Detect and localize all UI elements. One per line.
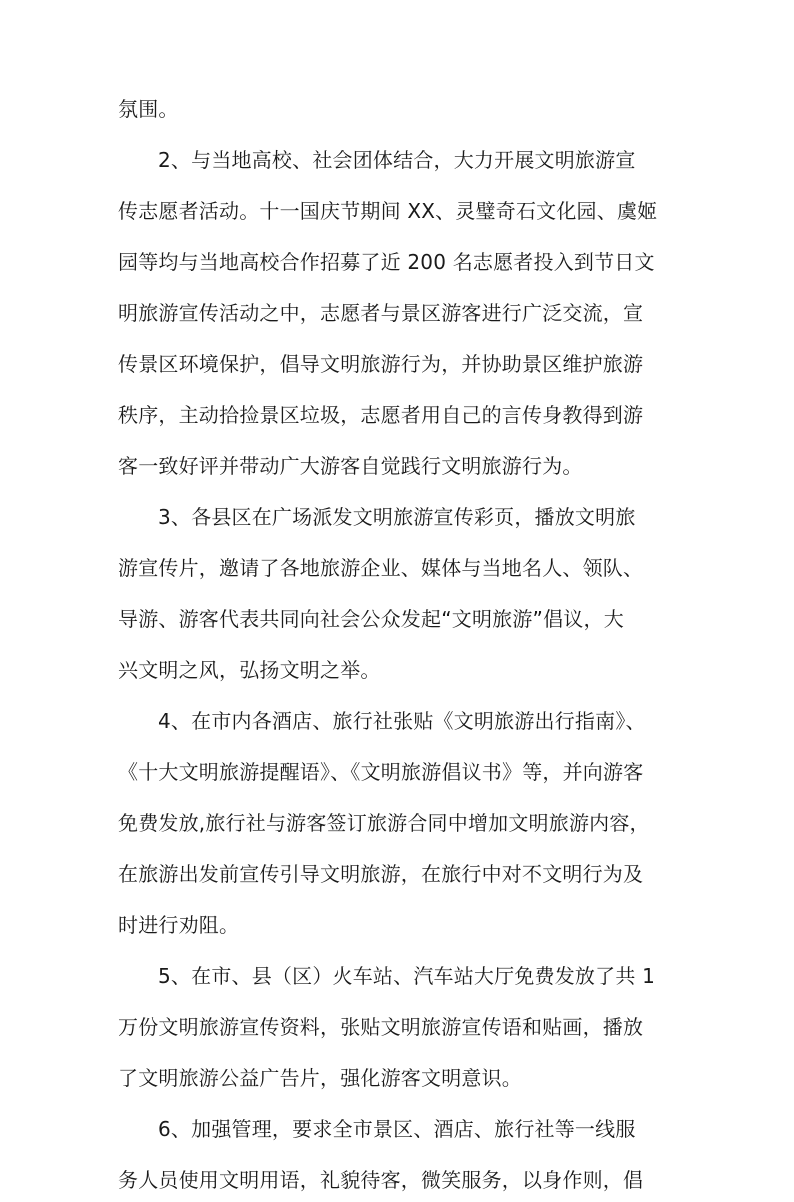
paragraph-2-first-line: 2、与当地高校、社会团体结合，大力开展文明旅游宣 [158, 148, 636, 172]
text-line: 明旅游宣传活动之中，志愿者与景区游客进行广泛交流，宣 [118, 301, 644, 325]
text-line: 万份文明旅游宣传资料，张贴文明旅游宣传语和贴画，播放 [118, 1015, 644, 1039]
text-line: 兴文明之风，弘扬文明之举。 [118, 658, 381, 682]
text-line: 秩序，主动拾捡景区垃圾，志愿者用自己的言传身教得到游 [118, 403, 644, 427]
text-line: 时进行劝阻。 [118, 913, 240, 937]
text-line: 客一致好评并带动广大游客自觉践行文明旅游行为。 [118, 454, 583, 478]
text-line: 园等均与当地高校合作招募了近 200 名志愿者投入到节日文 [118, 250, 655, 274]
text-line: 《十大文明旅游提醒语》、《文明旅游倡议书》等，并向游客 [118, 760, 644, 784]
paragraph-3-first-line: 3、各县区在广场派发文明旅游宣传彩页，播放文明旅 [158, 505, 636, 529]
text-line: 导游、游客代表共同向社会公众发起“文明旅游”倡议，大 [118, 607, 624, 631]
text-line: 氛围。 [118, 97, 179, 121]
text-line: 免费发放,旅行社与游客签订旅游合同中增加文明旅游内容， [118, 811, 650, 835]
text-line: 传景区环境保护，倡导文明旅游行为，并协助景区维护旅游 [118, 352, 644, 376]
paragraph-6-first-line: 6、加强管理，要求全市景区、酒店、旅行社等一线服 [158, 1117, 636, 1141]
text-line: 在旅游出发前宣传引导文明旅游，在旅行中对不文明行为及 [118, 862, 644, 886]
text-line: 了文明旅游公益广告片，强化游客文明意识。 [118, 1066, 522, 1090]
text-line: 传志愿者活动。十一国庆节期间 XX、灵璧奇石文化园、虞姬 [118, 199, 658, 223]
text-line: 游宣传片，邀请了各地旅游企业、媒体与当地名人、领队、 [118, 556, 644, 580]
paragraph-5-first-line: 5、在市、县（区）火车站、汽车站大厅免费发放了共 1 [158, 964, 656, 988]
paragraph-4-first-line: 4、在市内各酒店、旅行社张贴《文明旅游出行指南》、 [158, 709, 646, 733]
text-line: 务人员使用文明用语，礼貌待客，微笑服务，以身作则，倡 [118, 1168, 644, 1192]
